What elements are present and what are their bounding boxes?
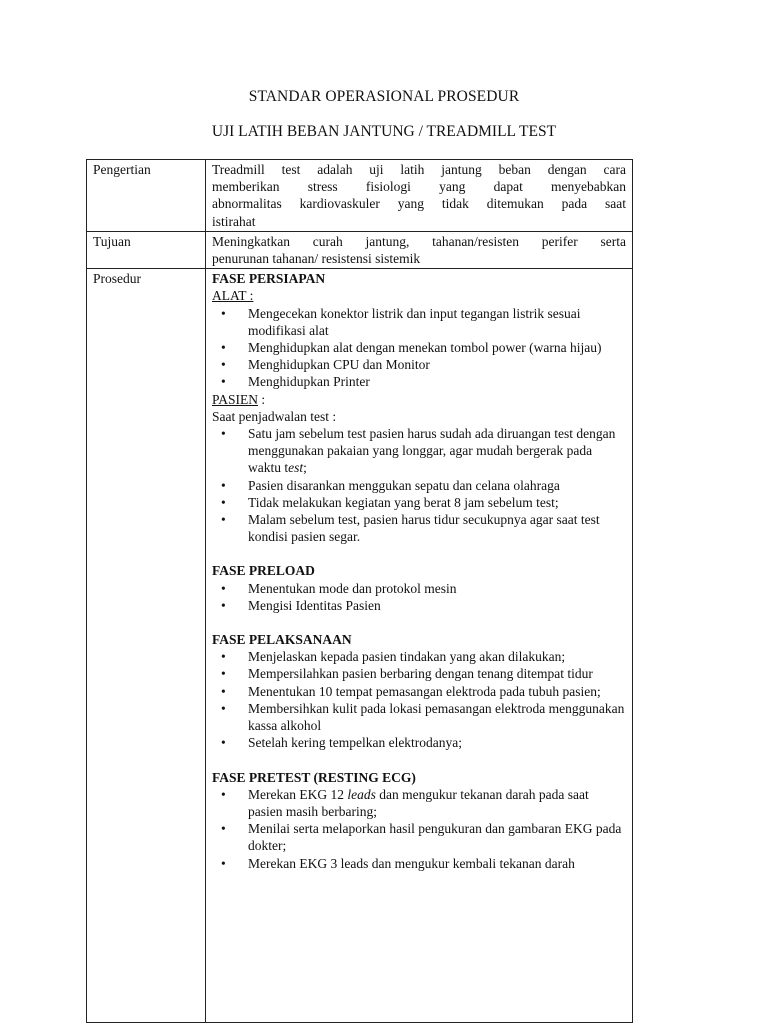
list-item [221, 855, 626, 872]
prosedur-body [212, 270, 626, 1021]
bullet-icon: • [221, 786, 226, 802]
list-item-text: Menghidupkan Printer [248, 374, 370, 390]
list-item [221, 356, 626, 373]
list-item-text: Membersihkan kulit pada lokasi pemasangan elektroda menggunakan kassa alkohol [248, 700, 625, 734]
list-item-italic: est [288, 460, 304, 476]
text-line: Treadmill test adalah uji latih jantung beban dengan cara [212, 162, 626, 177]
document-subtitle: UJI LATIH BEBAN JANTUNG / TREADMILL TEST [211, 123, 557, 140]
list-item-text: Mempersilahkan pasien berbaring dengan tenang ditempat tidur [248, 666, 593, 682]
list-item [221, 580, 626, 597]
list-item [221, 339, 626, 356]
list-item [221, 734, 626, 751]
list-item [221, 597, 626, 614]
spacer [212, 614, 626, 631]
row-label-tujuan: Tujuan [87, 231, 206, 268]
spacer [212, 752, 626, 769]
list-item [221, 700, 626, 734]
list-item [221, 305, 626, 339]
list-item-text: Merekan EKG 12 [248, 786, 348, 802]
list-item [221, 511, 626, 545]
pasien-label-line [212, 391, 626, 408]
document-title: STANDAR OPERASIONAL PROSEDUR [248, 88, 520, 105]
list-item-text: Menjelaskan kepada pasien tindakan yang akan dilakukan; [248, 649, 566, 665]
row-content-pengertian [206, 160, 633, 232]
list-item-text: ; [303, 460, 307, 476]
text-line: penurunan tahanan/ resistensi sistemik [212, 251, 421, 267]
phase-heading-persiapan: FASE PERSIAPAN [212, 271, 326, 287]
table-row-pengertian [87, 160, 633, 232]
row-content-tujuan [206, 231, 633, 268]
list-item-text: Merekan EKG 3 leads dan mengukur kembali tekanan darah [248, 855, 575, 871]
list-item [221, 494, 626, 511]
row-label-prosedur: Prosedur [87, 269, 206, 1023]
alat-list [212, 305, 626, 391]
preload-list [212, 580, 626, 614]
bullet-icon: • [221, 357, 226, 373]
list-item-text: Pasien disarankan menggukan sepatu dan celana olahraga [248, 477, 560, 493]
table-row-prosedur [87, 269, 633, 1023]
list-item-text: Menentukan mode dan protokol mesin [248, 580, 457, 596]
list-item [221, 648, 626, 665]
bullet-icon: • [221, 597, 226, 613]
pretest-list [212, 786, 626, 872]
list-item-text: Menghidupkan alat dengan menekan tombol power (warna hijau) [248, 340, 602, 356]
sop-table [86, 159, 633, 1023]
list-item-text: Menghidupkan CPU dan Monitor [248, 357, 430, 373]
bullet-icon: • [221, 855, 226, 871]
text-line: istirahat [212, 213, 256, 229]
table-row-tujuan [87, 231, 633, 268]
bullet-icon: • [221, 666, 226, 682]
list-item [221, 477, 626, 494]
pasien-colon: : [258, 391, 266, 407]
list-item-text: dan mengukur tekanan darah pada saat pasien masih berbaring; [248, 786, 589, 819]
list-item-text: Malam sebelum test, pasien harus tidur secukupnya agar saat test kondisi pasien segar. [248, 512, 600, 545]
pasien-label: PASIEN [212, 391, 259, 407]
list-item [221, 820, 626, 854]
bullet-icon: • [221, 494, 226, 510]
list-item [221, 425, 626, 477]
phase-heading-pretest: FASE PRETEST (RESTING ECG) [212, 769, 416, 785]
bullet-icon: • [221, 580, 226, 596]
list-item-text: Satu jam sebelum test pasien harus sudah ada diruangan test dengan menggunakan pakaian yang longgar, agar mudah bergerak pada waktu t [248, 426, 616, 476]
alat-label: ALAT : [212, 288, 254, 304]
row-content-prosedur [206, 269, 633, 1023]
list-item-text: Mengisi Identitas Pasien [248, 597, 381, 613]
pasien-list [212, 425, 626, 545]
text-line: memberikan stress fisiologi yang dapat menyebabkan [212, 179, 626, 195]
text-line: abnormalitas kardiovaskuler yang tidak ditemukan pada saat [212, 196, 626, 212]
list-item-text: Setelah kering tempelkan elektrodanya; [248, 735, 463, 751]
bullet-icon: • [221, 821, 226, 837]
bullet-icon: • [221, 477, 226, 493]
bullet-icon: • [221, 649, 226, 665]
text-line: Meningkatkan curah jantung, tahanan/resisten perifer serta [212, 233, 626, 249]
list-item-text: Tidak melakukan kegiatan yang berat 8 jam sebelum test; [248, 494, 559, 510]
list-item [221, 373, 626, 390]
phase-heading-pelaksanaan: FASE PELAKSANAAN [212, 632, 352, 648]
row-label-pengertian: Pengertian [87, 160, 206, 232]
phase-heading-preload: FASE PRELOAD [212, 563, 315, 579]
list-item-text: Mengecekan konektor listrik dan input tegangan listrik sesuai modifikasi alat [248, 305, 581, 338]
list-item-text: Menentukan 10 tempat pemasangan elektroda pada tubuh pasien; [248, 683, 601, 699]
list-item-text: Menilai serta melaporkan hasil pengukuran dan gambaran EKG pada dokter; [248, 821, 622, 854]
bullet-icon: • [221, 700, 226, 716]
bullet-icon: • [221, 512, 226, 528]
bullet-icon: • [221, 374, 226, 390]
pelaksanaan-list [212, 648, 626, 751]
jadwal-label: Saat penjadwalan test : [212, 408, 337, 424]
list-item [221, 786, 626, 820]
bullet-icon: • [221, 340, 226, 356]
bullet-icon: • [221, 305, 226, 321]
bullet-icon: • [221, 683, 226, 699]
bullet-icon: • [221, 426, 226, 442]
list-item [221, 683, 626, 700]
spacer [212, 545, 626, 562]
list-item-italic: leads [347, 786, 376, 802]
bullet-icon: • [221, 735, 226, 751]
list-item [221, 665, 626, 682]
